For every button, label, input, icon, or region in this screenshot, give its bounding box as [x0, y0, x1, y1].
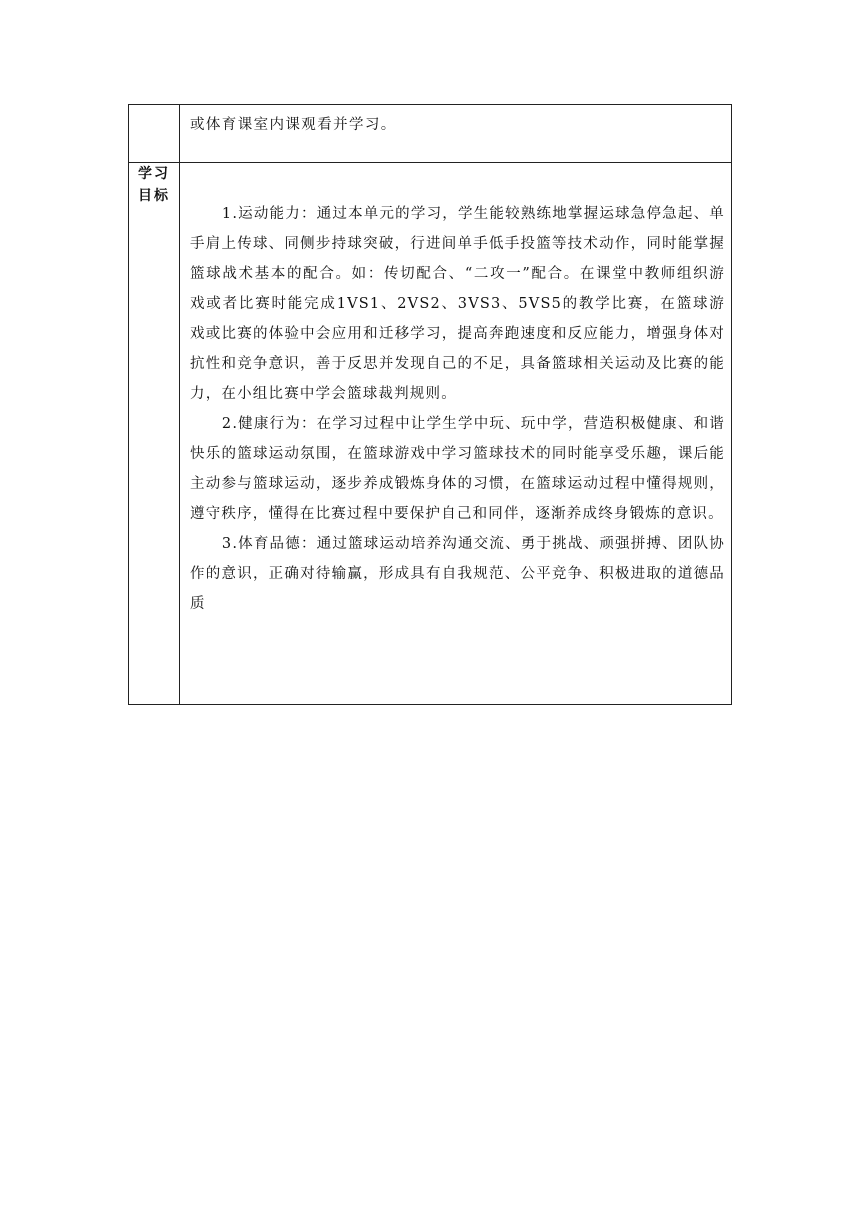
lesson-plan-table	[128, 104, 732, 705]
objectives-content	[180, 163, 731, 619]
row-label-cell	[129, 105, 180, 163]
objective-paragraph-sports-ethics: 3.体育品德：通过篮球运动培养沟通交流、勇于挑战、顽强拼搏、团队协作的意识，正确对待输赢，形成具有自我规范、公平竞争、积极进取的道德品质	[190, 536, 725, 612]
objective-paragraph-motor-ability: 1.运动能力：通过本单元的学习，学生能较熟练地掌握运球急停急起、单手肩上传球、同侧步持球突破，行进间单手低手投篮等技术动作，同时能掌握篮球战术基本的配合。如：传切配合、“二攻一”配合。在课堂中教师组织游戏或者比赛时能完成1VS1、2VS2、3VS3、5VS5的教学比赛，在篮球游戏或比赛的体验中会应用和迁移学习，提高奔跑速度和反应能力，增强身体对抗性和竞争意识，善于反思并发现自己的不足，具备篮球相关运动及比赛的能力，在小组比赛中学会篮球裁判规则。	[190, 206, 725, 402]
learning-objectives-label: 学习目标	[138, 166, 170, 204]
table-row	[129, 105, 732, 163]
row-content-cell	[180, 105, 732, 163]
continued-text: 或体育课室内课观看并学习。	[190, 117, 397, 133]
row-label-cell	[129, 163, 180, 705]
objective-paragraph-health-behavior: 2.健康行为：在学习过程中让学生学中玩、玩中学，营造积极健康、和谐快乐的篮球运动氛围，在篮球游戏中学习篮球技术的同时能享受乐趣，课后能主动参与篮球运动，逐步养成锻炼身体的习惯，在篮球运动过程中懂得规则，遵守秩序，懂得在比赛过程中要保护自己和同伴，逐渐养成终身锻炼的意识。	[190, 416, 725, 522]
row-content-cell	[180, 163, 732, 705]
table-row	[129, 163, 732, 705]
